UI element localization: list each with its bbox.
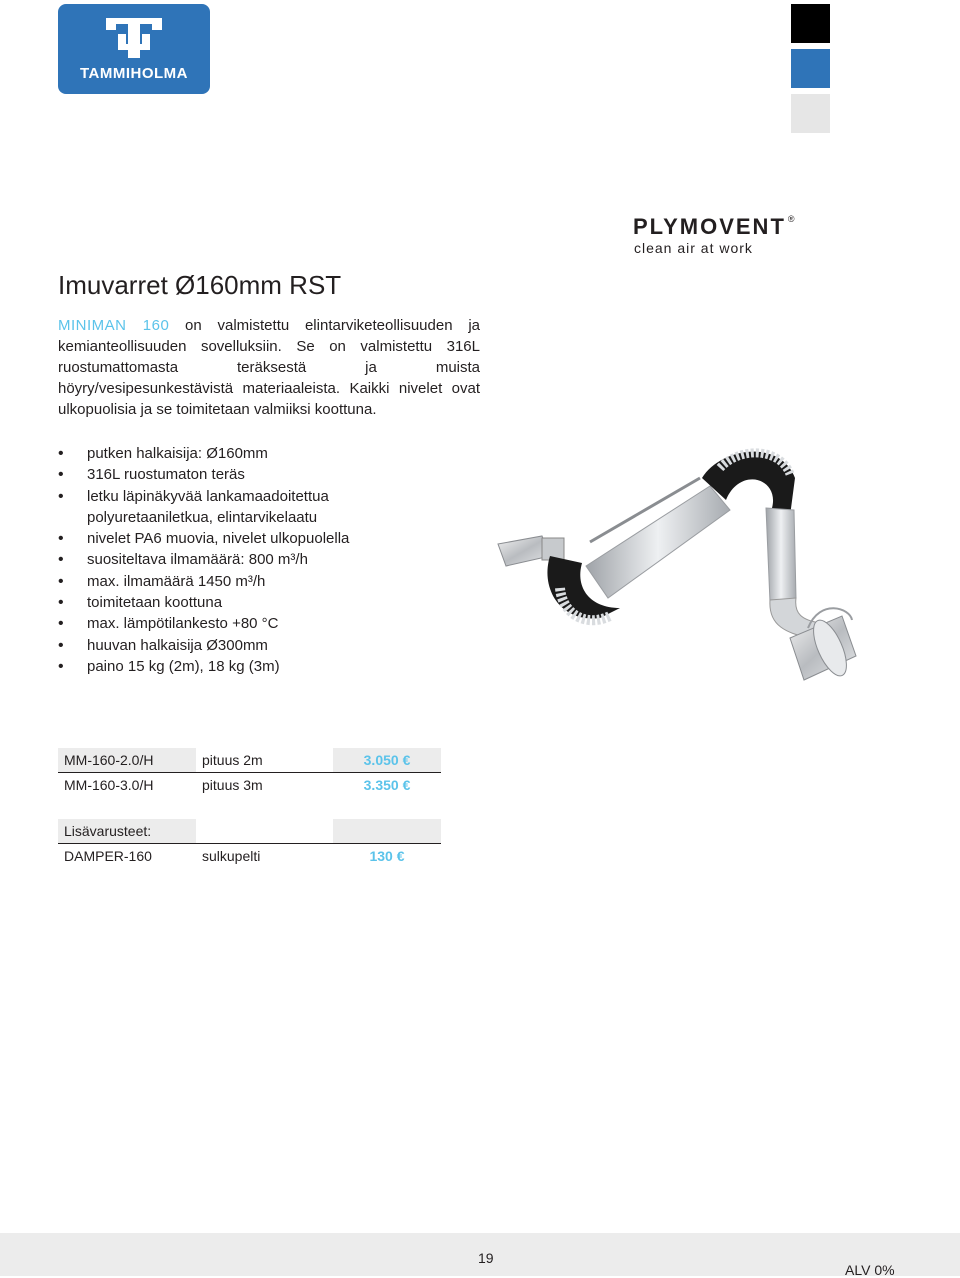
product-code: MM-160-3.0/H xyxy=(64,777,154,793)
table-row xyxy=(58,748,441,773)
spec-item: • toimitetaan koottuna xyxy=(58,592,349,613)
spec-item: • max. lämpötilankesto +80 °C xyxy=(58,613,349,634)
spec-item: • suositeltava ilmamäärä: 800 m³/h xyxy=(58,549,349,570)
product-name-highlight: MINIMAN 160 xyxy=(58,317,170,334)
table-row xyxy=(58,773,441,798)
accessory-price: 130 € xyxy=(369,848,405,864)
spec-item: • letku läpinäkyvää lankamaadoitettua xyxy=(58,486,349,507)
product-description: pituus 2m xyxy=(196,748,333,773)
plymovent-logo xyxy=(633,214,797,240)
product-code: MM-160-2.0/H xyxy=(58,748,196,773)
table-header-row xyxy=(58,819,441,844)
accessory-description: sulkupelti xyxy=(202,848,261,864)
spec-item: • putken halkaisija: Ø160mm xyxy=(58,443,349,464)
accessories-header: Lisävarusteet: xyxy=(58,819,196,844)
extraction-arm-image xyxy=(490,438,870,688)
spec-item: • max. ilmamäärä 1450 m³/h xyxy=(58,571,349,592)
spec-item: • paino 15 kg (2m), 18 kg (3m) xyxy=(58,656,349,677)
intro-paragraph xyxy=(58,315,480,420)
page-number: 19 xyxy=(478,1250,494,1266)
decor-square-grey xyxy=(791,94,830,133)
product-description: pituus 3m xyxy=(202,777,263,793)
intro-text: on valmistettu elintarviketeollisuuden ja kemianteollisuuden sovelluksiin. Se on valmistettu 316L ruostumattomasta teräksestä ja muista höyry/vesipesunkestävistä materiaaleista. Kaikki nivelet ovat ulkopuolisia ja se toimitetaan valmiiksi koottuna. xyxy=(58,317,480,418)
accessory-code: DAMPER-160 xyxy=(64,848,152,864)
tammiholma-emblem-icon xyxy=(102,14,166,64)
spec-item: • 316L ruostumaton teräs xyxy=(58,464,349,485)
product-price: 3.350 € xyxy=(363,777,411,793)
spec-list xyxy=(58,443,349,677)
spec-item: • huuvan halkaisija Ø300mm xyxy=(58,635,349,656)
table-row xyxy=(58,844,441,869)
decor-square-blue xyxy=(791,49,830,88)
vat-note: ALV 0% xyxy=(845,1262,895,1278)
spec-item: • nivelet PA6 muovia, nivelet ulkopuolella xyxy=(58,528,349,549)
spec-item-continuation: polyuretaaniletkua, elintarvikelaatu xyxy=(87,508,318,526)
logo-wordmark: TAMMIHOLMA xyxy=(79,65,189,82)
decor-square-black xyxy=(791,4,830,43)
plymovent-tagline: clean air at work xyxy=(634,240,753,256)
registered-mark: ® xyxy=(787,214,797,224)
page-title: Imuvarret Ø160mm RST xyxy=(58,270,342,300)
empty-cell xyxy=(333,819,441,844)
product-price: 3.050 € xyxy=(333,748,441,773)
tammiholma-logo xyxy=(58,4,210,94)
accessories-table xyxy=(58,819,441,868)
empty-cell xyxy=(196,819,333,844)
price-table xyxy=(58,748,441,797)
plymovent-wordmark: PLYMOVENT xyxy=(633,214,786,239)
